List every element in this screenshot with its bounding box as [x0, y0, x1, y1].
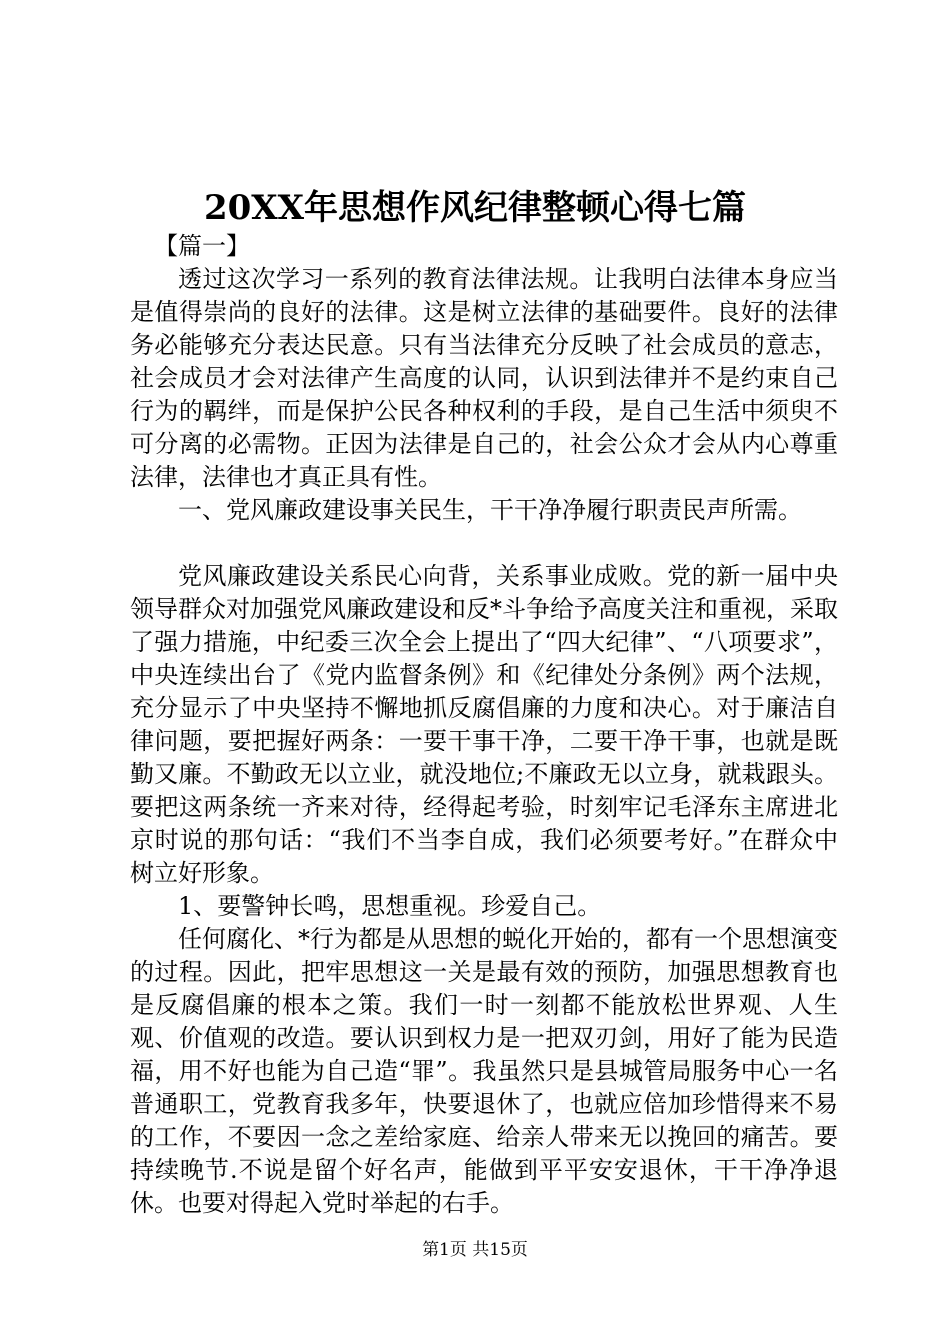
document-body — [130, 230, 838, 1220]
paragraph-1: 透过这次学习一系列的教育法律法规。让我明白法律本身应当是值得崇尚的良好的法律。这是树立法律的基础要件。良好的法律务必能够充分表达民意。只有当法律充分反映了社会成员的意志，社会成员才会对法律产生高度的认同，认识到法律并不是约束自己行为的羁绊，而是保护公民各种权利的手段，是自己生活中须臾不可分离的必需物。正因为法律是自己的，社会公众才会从内心尊重法律，法律也才真正具有性。 — [130, 265, 838, 491]
document-title: 20XX年思想作风纪律整顿心得七篇 — [203, 188, 747, 228]
page-indicator: 第1页 共15页 — [422, 1240, 528, 1260]
paragraph-3: 任何腐化、*行为都是从思想的蜕化开始的，都有一个思想演变的过程。因此，把牢思想这一关是最有效的预防，加强思想教育也是反腐倡廉的根本之策。我们一时一刻都不能放松世界观、人生观、价值观的改造。要认识到权力是一把双刃剑，用好了能为民造福，用不好也能为自己造“罪”。我虽然只是县城管局服务中心一名普通职工，党教育我多年，快要退休了，也就应倍加珍惜得来不易的工作，不要因一念之差给家庭、给亲人带来无以挽回的痛苦。要持续晚节.不说是留个好名声，能做到平平安安退休，干干净净退休。也要对得起入党时举起的右手。 — [130, 925, 838, 1217]
paragraph-heading-1: 一、党风廉政建设事关民生，干干净净履行职责民声所需。 — [178, 496, 802, 524]
paragraph-2: 党风廉政建设关系民心向背，关系事业成败。党的新一届中央领导群众对加强党风廉政建设和反*斗争给予高度关注和重视，采取了强力措施，中纪委三次全会上提出了“四大纪律”、“八项要求”，中央连续出台了《党内监督条例》和《纪律处分条例》两个法规，充分显示了中央坚持不懈地抓反腐倡廉的力度和决心。对于廉洁自律问题，要把握好两条：一要干事干净，二要干净干事，也就是既勤又廉。不勤政无以立业，就没地位;不廉政无以立身，就栽跟头。要把这两条统一齐来对待，经得起考验，时刻牢记毛泽东主席进北京时说的那句话：“我们不当李自成，我们必须要考好。”在群众中树立好形象。 — [130, 562, 838, 887]
section-label: 【篇一】 — [154, 232, 250, 260]
paragraph-heading-2: 1、要警钟长鸣，思想重视。珍爱自己。 — [178, 892, 602, 920]
